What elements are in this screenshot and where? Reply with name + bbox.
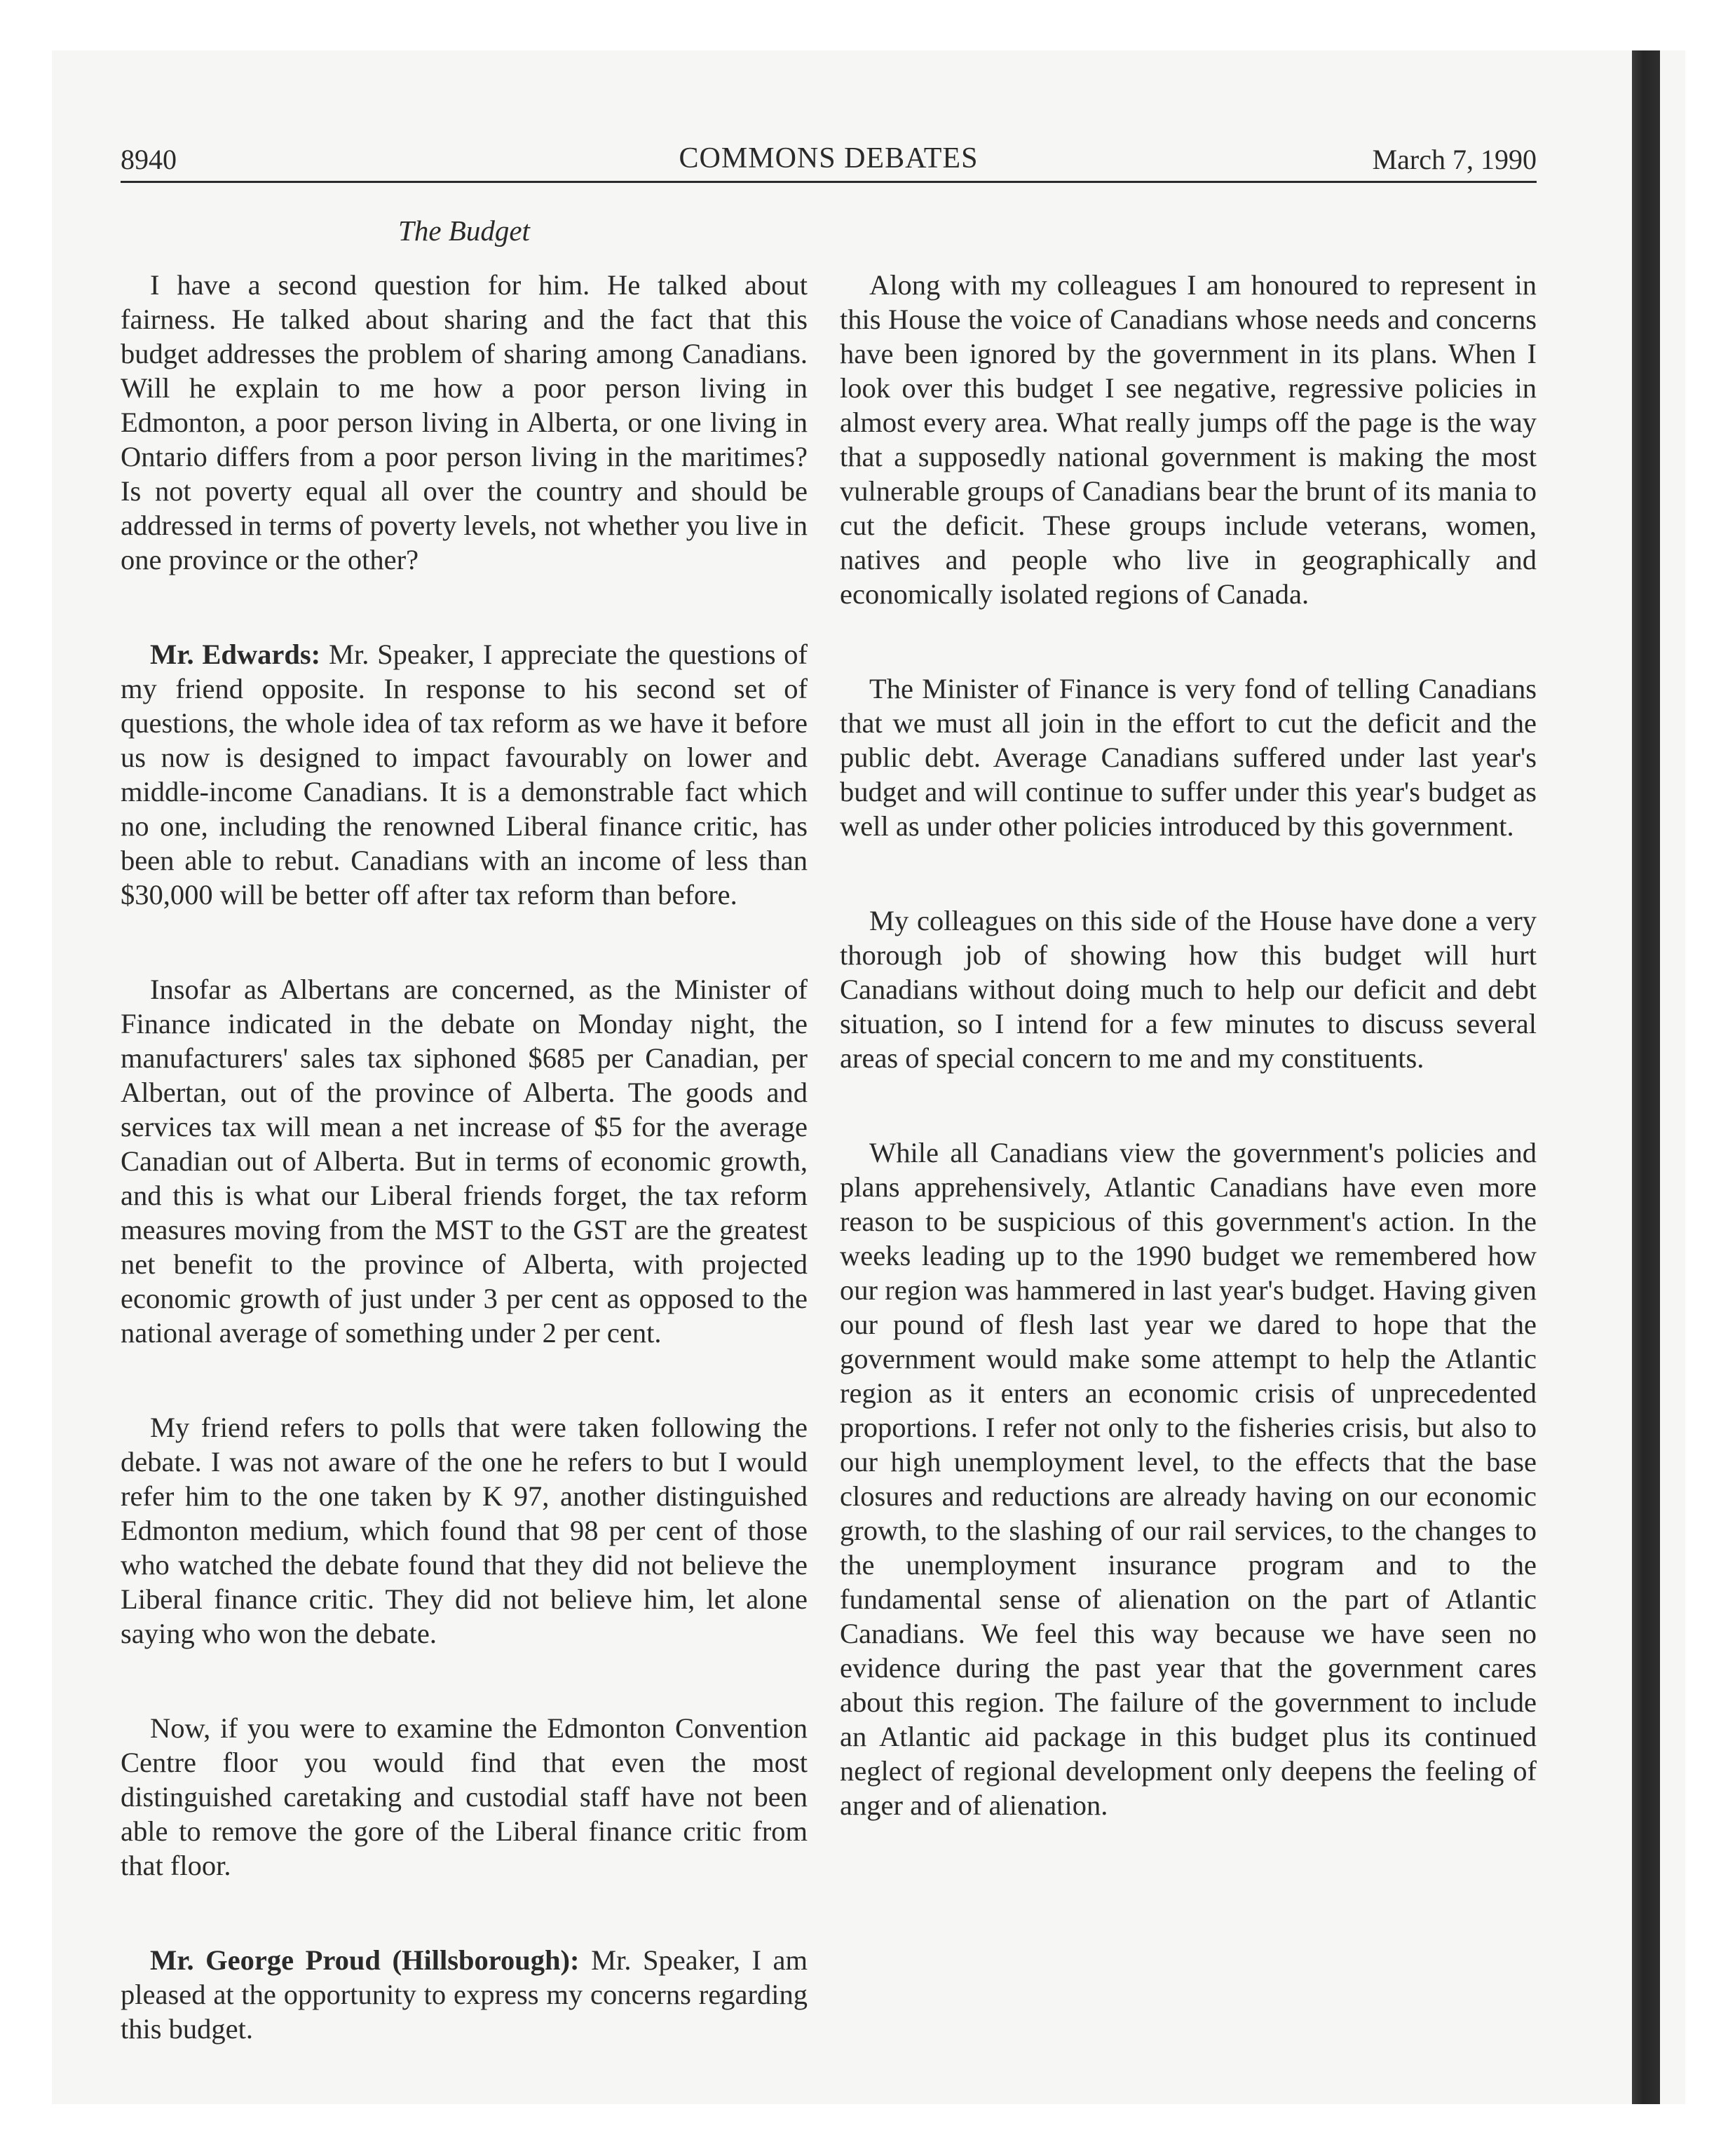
running-header — [121, 137, 1537, 183]
paragraph: Insofar as Albertans are concerned, as the Minister of Finance indicated in the debate on Monday night, the manufacturers' sales tax siphoned $685 per Canadian, per Albertan, out of the province of Alberta. The goods and services tax will mean a net increase of $5 for the average Canadian out of Alberta. But in terms of economic growth, and this is what our Liberal friends forget, the tax reform measures moving from the MST to the GST are the greatest net benefit to the province of Alberta, with projected economic growth of just under 3 per cent as opposed to the national average of something under 2 per cent. — [121, 974, 808, 1349]
section-title: The Budget — [398, 214, 530, 247]
paragraph: Along with my colleagues I am honoured to represent in this House the voice of Canadians whose needs and concerns have been ignored by the government in its plans. When I look over this budget I see negative, regressive policies in almost every area. What really jumps off the page is the way that a supposedly national government is making the most vulnerable groups of Canadians bear the brunt of its mania to cut the deficit. These groups include veterans, women, natives and people who live in geographically and economically isolated regions of Canada. — [840, 269, 1537, 610]
paragraph: My friend refers to polls that were taken following the debate. I was not aware of the one he refers to but I would refer him to the one taken by K 97, another distinguished Edmonton medium, which found that 98 per cent of those who watched the debate found that they did not believe the Liberal finance critic. They did not believe him, let alone saying who won the debate. — [121, 1412, 808, 1649]
speech-text: Mr. Speaker, I appreciate the questions of my friend opposite. In response to his second set of questions, the whole idea of tax reform as we have it before us now is designed to impact favourably on lower and middle-income Canadians. It is a demonstrable fact which no one, including the renowned Liberal finance critic, has been able to rebut. Canadians with an income of less than $30,000 will be better off after tax reform than before. — [121, 639, 808, 910]
paragraph: I have a second question for him. He talked about fairness. He talked about sharing and the fact that this budget addresses the problem of sharing among Canadians. Will he explain to me how a poor person living in Edmonton, a poor person living in Alberta, or one living in Ontario differs from a poor person living in the maritimes? Is not poverty equal all over the country and should be addressed in terms of poverty levels, not whether you live in one province or the other? — [121, 269, 808, 575]
paragraph: While all Canadians view the government's policies and plans apprehensively, Atlantic Canadians have even more reason to be suspicious of this government's action. In the weeks leading up to the 1990 budget we remembered how our region was hammered in last year's budget. Having given our pound of flesh last year we dared to hope that the government would make some attempt to help the Atlantic region as it enters an economic crisis of unprecedented proportions. I refer not only to the fisheries crisis, but also to our high unemployment level, to the effects that the base closures and reductions are already having on our economic growth, to the slashing of our rail services, to the changes to the unemployment insurance program and to the fundamental sense of alienation on the part of Atlantic Canadians. We feel this way because we have seen no evidence during the past year that the government cares about this region. The failure of the government to include an Atlantic aid package in this budget plus its continued neglect of regional development only deepens the feeling of anger and of alienation. — [840, 1137, 1537, 1821]
sitting-date: March 7, 1990 — [1372, 144, 1537, 175]
speech-paragraph — [121, 1943, 808, 2046]
page-number: 8940 — [121, 144, 177, 175]
speech-text: Mr. Speaker, I am pleased at the opportunity to express my concerns regarding this budget. — [121, 1944, 808, 2045]
speaker-name: Mr. George Proud (Hillsborough): — [150, 1944, 580, 1976]
publication-title: COMMONS DEBATES — [679, 142, 979, 175]
speaker-name: Mr. Edwards: — [150, 639, 321, 670]
paragraph: My colleagues on this side of the House have done a very thorough job of showing how this budget will hurt Canadians without doing much to help our deficit and debt situation, so I intend for a few minutes to discuss several areas of special concern to me and my constituents. — [840, 905, 1537, 1074]
paragraph: Now, if you were to examine the Edmonton Convention Centre floor you would find that even the most distinguished caretaking and custodial staff have not been able to remove the gore of the Liberal finance critic from that floor. — [121, 1712, 808, 1881]
left-column — [121, 268, 808, 2046]
right-column — [840, 268, 1537, 1822]
speech-paragraph — [121, 637, 808, 912]
paragraph: The Minister of Finance is very fond of telling Canadians that we must all join in the effort to cut the deficit and the public debt. Average Canadians suffered under last year's budget and will continue to suffer under this year's budget as well as under other policies introduced by this government. — [840, 673, 1537, 842]
scan-edge-shadow — [1632, 50, 1660, 2104]
